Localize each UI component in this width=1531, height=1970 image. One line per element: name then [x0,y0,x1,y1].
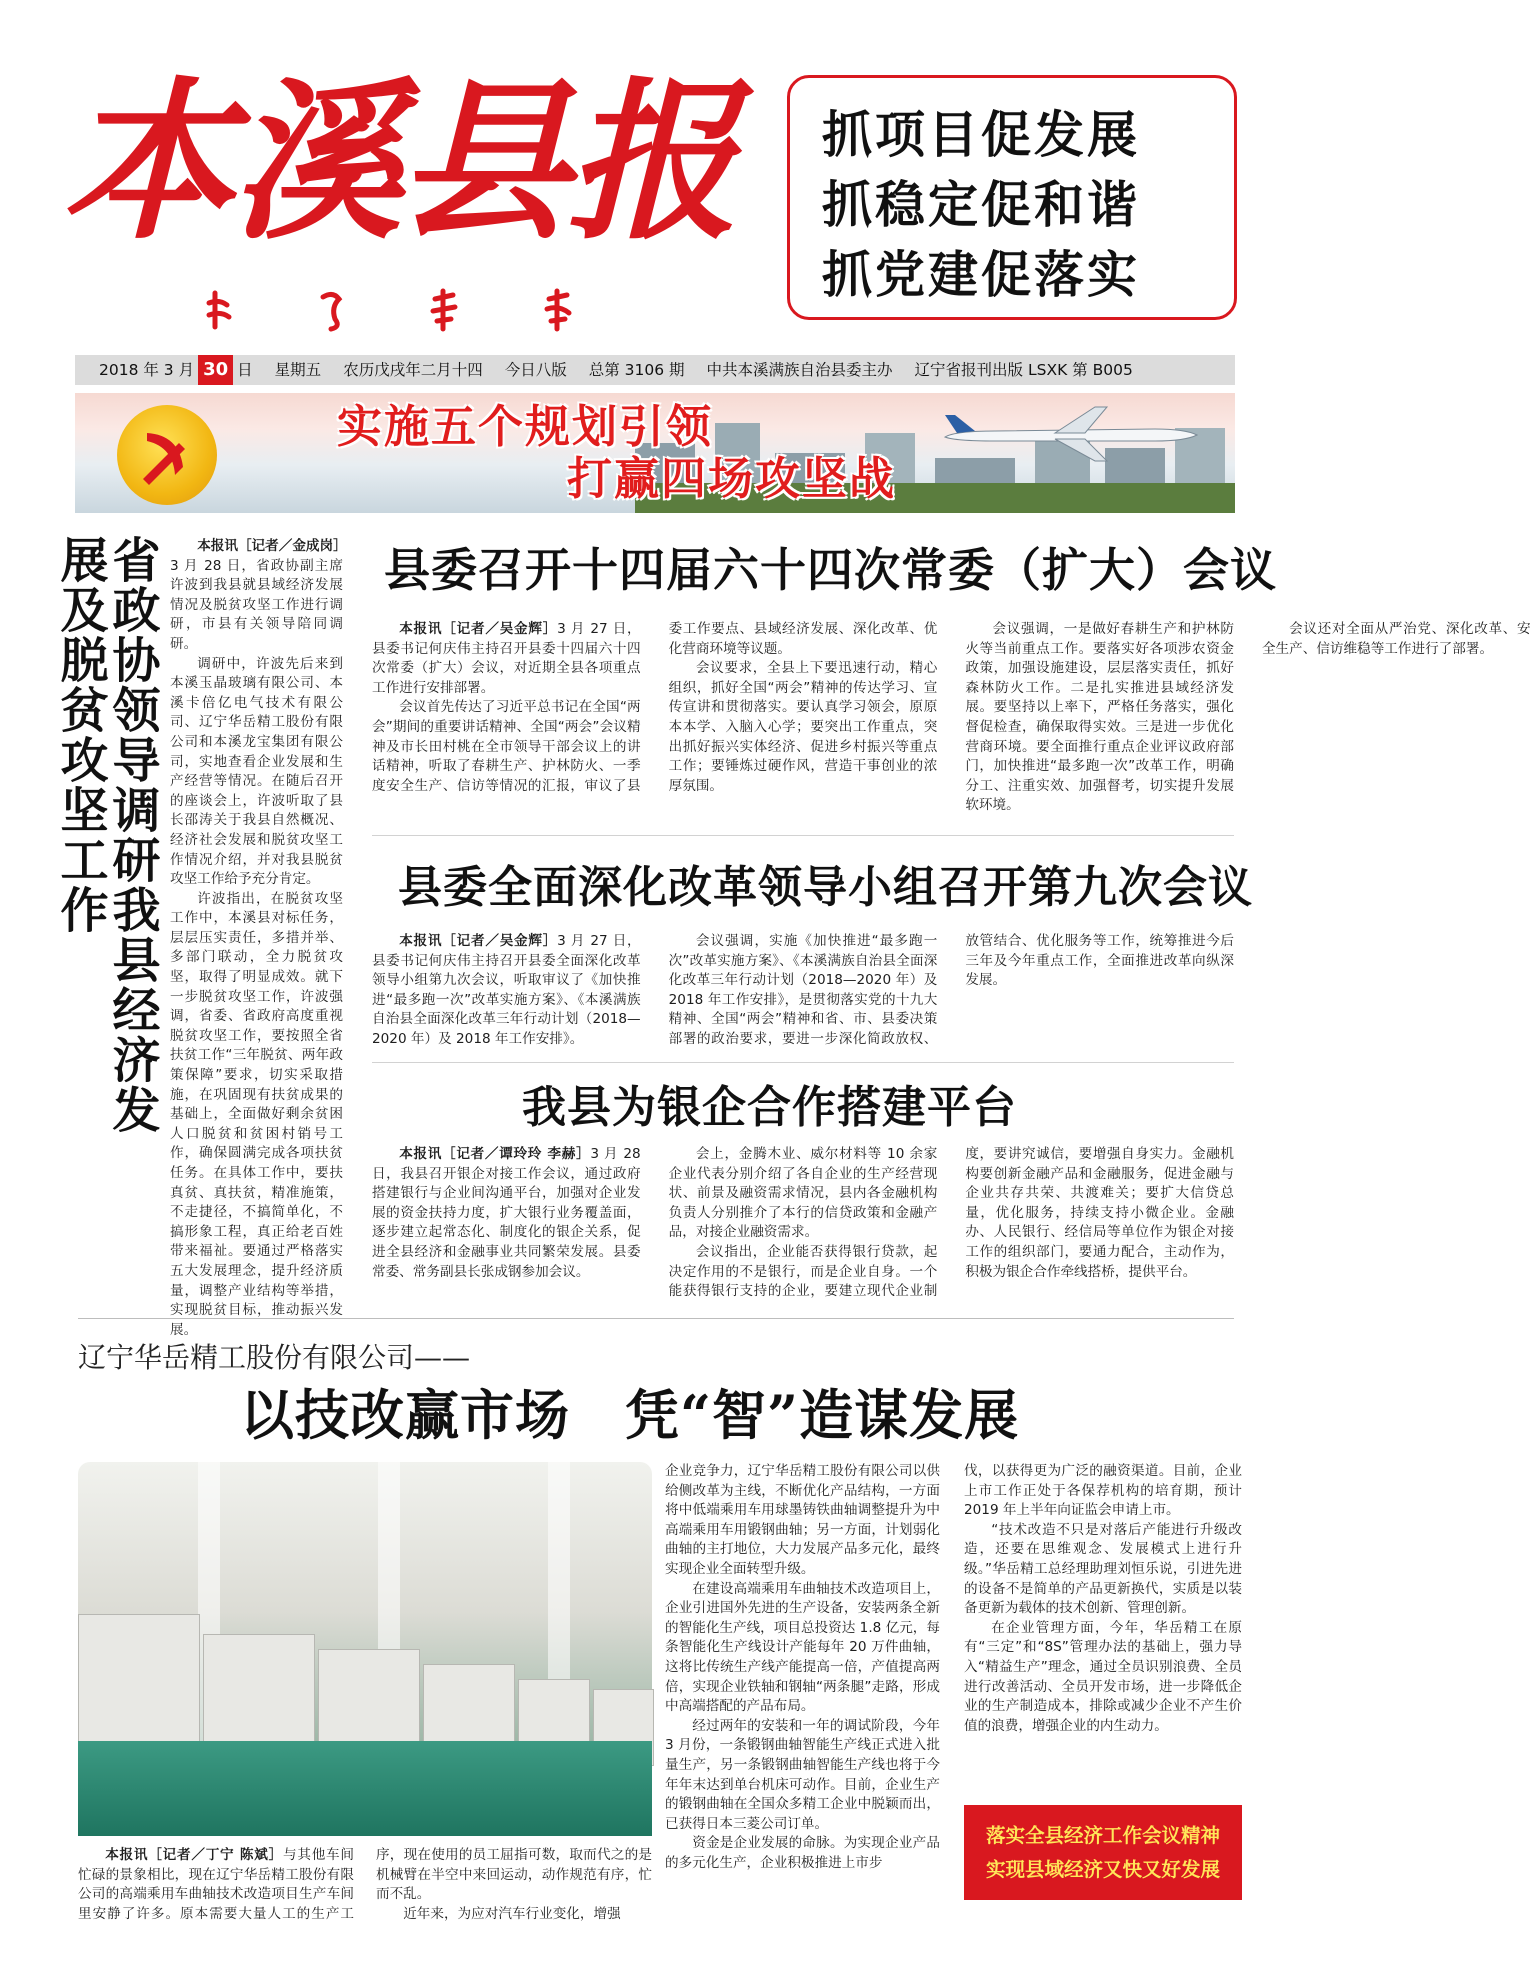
masthead-mongolian-script [205,285,625,335]
date-prefix: 2018 年 3 月 [99,361,195,379]
feature-body-mid [665,1462,940,1902]
banner-headline-line1: 实施五个规划引领 [337,400,714,453]
paragraph: 3 月 28 日，省政协副主席许波到我县就县域经济发展情况及脱贫攻坚工作进行调研，市县有关领导陪同调研。 [170,557,343,652]
paragraph: 会上，金腾木业、威尔材料等 10 余家企业代表分别介绍了各自企业的生产经营现状、前景及融资需求情况，县内各金融机构负责人分别推介了本行的信贷政策和金融产品，对接企业融资需求。 [668,1146,938,1241]
promo-box [964,1805,1242,1900]
paragraph: 3 月 27 日，县委书记何庆伟主持召开县委十四届六十四次常委（扩大）会议，对近期全县各项重点工作进行安排部署。 [372,621,641,696]
issue-info-bar [75,355,1235,385]
mongolian-script-icon [205,285,625,335]
paragraph: 许波指出，在脱贫攻坚工作中，本溪县对标任务，层层压实责任，多措并举、多部门联动，全力脱贫攻坚，取得了明显成效。就下一步脱贫攻坚工作，许波强调，省委、省政府高度重视脱贫攻坚工作，要按照全省扶贫工作“三年脱贫、两年政策保障”要求，切实采取措施，在巩固现有扶贫成果的基础上，全面做好剩余贫困人口脱贫和贫困村销号工作，确保圆满完成各项扶贫任务。在具体工作中，要扶真贫、真扶贫，精准施策，不走捷径，不搞简单化，不搞形象工程，真正给老百姓带来福祉。要通过严格落实五大发展理念，提升经济质量，调整产业结构等举措，实现脱贫目标，推动振兴发展。 [170,890,343,1338]
paragraph: 企业竞争力，辽宁华岳精工股份有限公司以供给侧改革为主线，不断优化产品结构，一方面将中低端乘用车用球墨铸铁曲轴调整提升为中高端乘用车用锻钢曲轴；另一方面，计划弱化曲轴的主打地位，大力发展产品多元化，最终实现企业全面转型升级。 [665,1463,940,1577]
paragraph: “技术改造不只是对落后产能进行升级改造，还要在思维观念、发展模式上进行升级。”华岳精工总经理助理刘恒乐说，引进先进的设备不是简单的产品更新换代，实质是以装备更新为载体的技术创新、管理创新。 [964,1521,1242,1617]
license-number: 辽宁省报刊出版 LSXK 第 B005 [914,361,1133,379]
byline: 本报讯［记者／金成岗］ [197,538,347,554]
masthead-title: 本溪县报 [62,60,734,263]
slogan-line: 抓党建促落实 [822,245,1140,304]
slogan-line: 抓项目促发展 [822,105,1140,164]
article-1-body [372,620,1531,820]
divider [372,835,1234,836]
paragraph: 近年来，为应对汽车行业变化，增强 [403,1905,621,1922]
paragraph: 会议指出，企业能否获得银行贷款，起决定作用的不是银行，而是企业自身。一个能获得银行支持的企业，要建立现代企业制度，要讲究诚信，要增强自身实力。金融机构要创新金融产品和金融服务，促进金融与企业共存共荣、共渡难关；要扩大信贷总量，优化服务，持续支持小微企业。金融办、人民银行、经信局等单位作为银企对接工作的组织部门，要通力配合，主动作为，积极为银企合作牵线搭桥，提供平台。 [668,1146,1234,1300]
article-3-body [372,1145,1234,1303]
paragraph: 经过两年的安装和一年的调试阶段，今年 3 月份，一条锻钢曲轴智能生产线正式进入批量生产，另一条锻钢曲轴智能生产线也将于今年年末达到单台机床可动作。目前，企业生产的锻钢曲轴在全国众多精工企业中脱颖而出，已获得日本三菱公司订单。 [665,1717,940,1832]
date-suffix: 日 [237,361,253,379]
factory-floor-photo [78,1462,652,1836]
byline: 本报讯［记者／吴金辉］ [399,933,558,949]
left-article-vertical-headline: 省政协领导调研我县经济发展及脱贫攻坚工作 [52,535,160,1135]
paragraph: 3 月 27 日，县委书记何庆伟主持召开县委全面深化改革领导小组第九次会议，听取审议了《加快推进“最多跑一次”改革实施方案》、《本溪满族自治县全面深化改革三年行动计划（2018—2020 年）及 2018 年工作安排》。 [372,933,641,1047]
article-1-headline: 县委召开十四届六十四次常委（扩大）会议 [384,543,1277,597]
article-2-body [372,932,1234,1054]
slogan-box [787,75,1237,320]
paragraph: 会议要求，全县上下要迅速行动，精心组织，抓好全国“两会”精神的传达学习、宣传宣讲和贯彻落实。要认真学习领会，原原本本学、入脑入心学；要突出工作重点，突出抓好振兴实体经济、促进乡村振兴等重点工作；要锤炼过硬作风，营造干事创业的浓厚氛围。 [668,660,938,794]
weekday: 星期五 [274,361,322,379]
paragraph: 在企业管理方面，今年，华岳精工在原有“三定”和“8S”管理办法的基础上，强力导入“精益生产”理念，通过全员识别浪费、全员进行改善活动、全员开发市场，进一步降低企业的生产制造成本，排除或减少企业不产生价值的浪费，增强企业的内生动力。 [964,1619,1242,1734]
left-article-body-top [170,537,347,1338]
paragraph: 会议强调，实施《加快推进“最多跑一次”改革实施方案》、《本溪满族自治县全面深化改革三年行动计划（2018—2020 年）及 2018 年工作安排》，是贯彻落实党的十九大精神、全国“两会”精神和省、市、县委决策部署的政治要求，要进一步深化简政放权、放管结合、优化服务等工作，统筹推进今后三年及今年重点工作，全面推进改革向纵深发展。 [668,933,1234,1047]
section-divider [78,1318,1234,1319]
divider [372,1062,1234,1063]
feature-body-right [964,1462,1242,1792]
paragraph: 会议还对全面从严治党、深化改革、安全生产、信访维稳等工作进行了部署。 [1261,621,1531,657]
page-count: 今日八版 [504,361,567,379]
paragraph: 伐，以获得更为广泛的融资渠道。目前，企业上市工作正处于各保荐机构的培育期，预计 2019 年上半年向证监会申请上市。 [964,1463,1242,1519]
paragraph: 在建设高端乘用车曲轴技术改造项目上，企业引进国外先进的生产设备，安装两条全新的智能化生产线，项目总投资达 1.8 亿元，每条智能化生产线设计产能每年 20 万件曲轴，这将比传统生产线产能提高一倍，产值提高两倍，实现企业铁轴和钢轴“两条腿”走路，形成中高端搭配的产品布局。 [665,1580,940,1715]
byline: 本报讯［记者／吴金辉］ [399,621,558,637]
byline: 本报讯［记者／丁宁 陈斌］ [105,1847,283,1863]
top-banner [75,393,1235,513]
issue-number: 总第 3106 期 [588,361,685,379]
left-article-body-bottom [78,1160,346,1305]
promo-line: 实现县域经济又快又好发展 [985,1858,1220,1881]
party-emblem-icon [117,405,217,505]
paragraph: 会议首先传达了习近平总书记在全国“两会”期间的重要讲话精神、全国“两会”会议精神及市长田村桃在全市领导干部会议上的讲话精神，听取了春耕生产、护林防火、一季度安全生产、信访等情况的汇报，审议了县委工作要点、县域经济发展、深化改革、优化营商环境等议题。 [372,621,938,794]
paragraph: 会议强调，一是做好春耕生产和护林防火等当前重点工作。要落实好各项涉农资金政策，加强设施建设，层层落实责任，抓好森林防火工作。二是扎实推进县域经济发展。要坚持以上率下，严格任务落实，强化督促检查，确保取得实效。三是进一步优化营商环境。要全面推行重点企业评议政府部门，加快推进“最多跑一次”改革工作，明确分工、注重实效、加强督考，切实提升发展软环境。 [965,621,1234,814]
byline: 本报讯［记者／谭玲玲 李赫］ [399,1146,591,1162]
article-3-headline: 我县为银企合作搭建平台 [522,1082,1017,1133]
promo-line: 落实全县经济工作会议精神 [985,1824,1220,1847]
date-day-badge: 30 [198,355,233,385]
airplane-icon [935,403,1205,463]
feature-headline: 以技改赢市场 凭“智”造谋发展 [240,1383,1020,1447]
paragraph: 资金是企业发展的命脉。为实现企业产品的多元化生产，企业积极推进上市步 [665,1835,940,1871]
paragraph: 调研中，许波先后来到本溪玉晶玻璃有限公司、本溪卡倍亿电气技术有限公司、辽宁华岳精工股份有限公司和本溪龙宝集团有限公司，实地查看企业发展和生产经营等情况。在随后召开的座谈会上，许波听取了县长邵涛关于我县自然概况、经济社会发展和脱贫攻坚工作情况介绍，并对我县脱贫攻坚工作给予充分肯定。 [170,655,343,888]
article-2-headline: 县委全面深化改革领导小组召开第九次会议 [398,862,1253,913]
paragraph: 与其他车间忙碌的景象相比，现在辽宁华岳精工股份有限公司的高端乘用车曲轴技术改造项目生产车间里安静了许多。原本需要大量人工的生产工序，现在使用的员工屈指可数，取而代之的是机械臂在半空中来回运动，动作规范有序，忙而不乱。 [78,1847,652,1922]
feature-body-left [78,1846,652,1926]
feature-kicker: 辽宁华岳精工股份有限公司—— [78,1341,471,1374]
paragraph: 3 月 28 日，我县召开银企对接工作会议，通过政府搭建银行与企业间沟通平台，加强对企业发展的资金扶持力度，扩大银行业务覆盖面，逐步建立起常态化、制度化的银企关系，促进全县经济和金融事业共同繁荣发展。县委常委、常务副县长张成钢参加会议。 [372,1146,641,1280]
slogan-line: 抓稳定促和谐 [822,175,1140,234]
banner-headline-line2: 打赢四场攻坚战 [567,452,897,505]
publisher: 中共本溪满族自治县委主办 [706,361,893,379]
lunar-date: 农历戊戌年二月十四 [343,361,483,379]
